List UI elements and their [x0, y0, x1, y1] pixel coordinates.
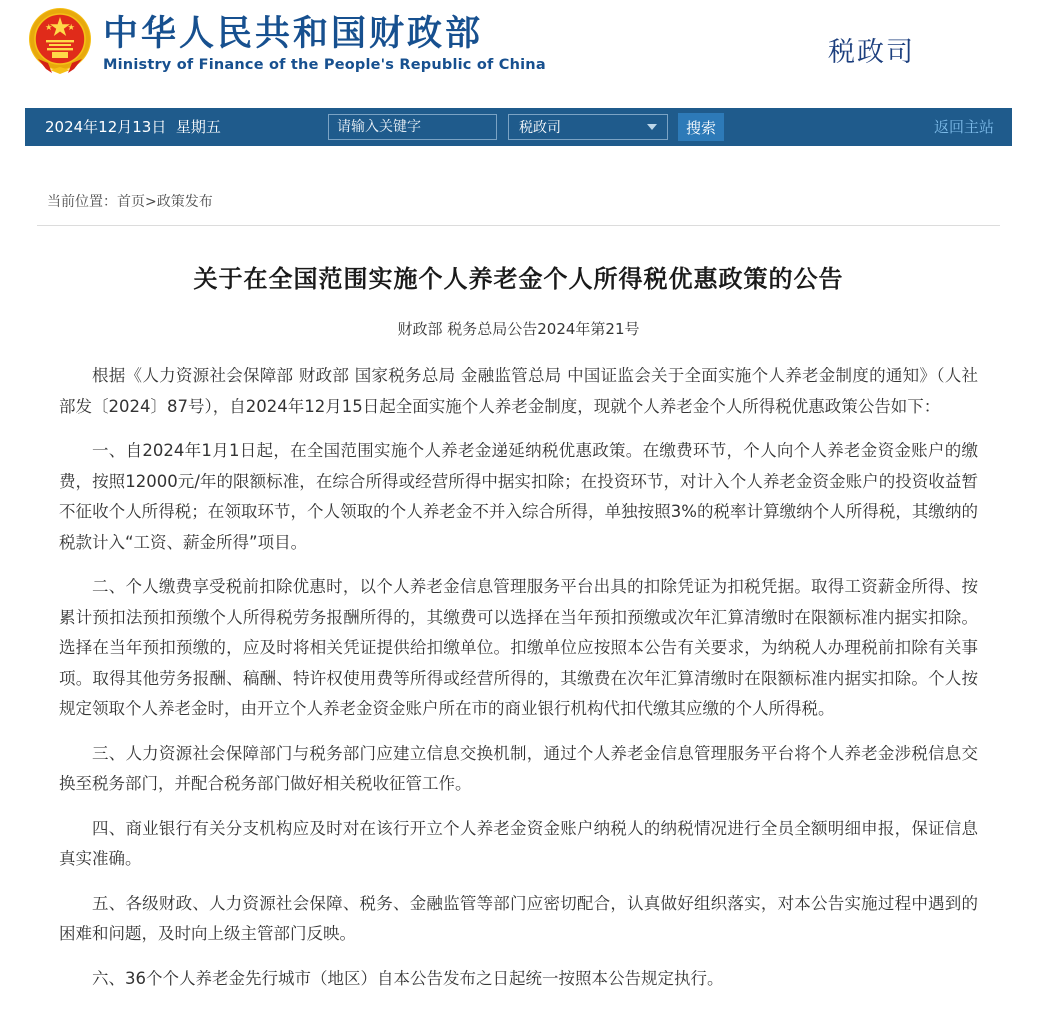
ministry-title-cn: 中华人民共和国财政部	[103, 14, 484, 54]
return-home-link[interactable]: 返回主站	[933, 118, 994, 136]
content-panel	[25, 166, 1012, 1028]
article-body	[59, 361, 978, 994]
site-header	[0, 0, 1037, 108]
breadcrumb-home-link[interactable]: 首页	[117, 194, 145, 210]
ministry-brand	[103, 13, 546, 73]
article-paragraph: 根据《人力资源社会保障部 财政部 国家税务总局 金融监管总局 中国证监会关于全面实施个人养老金制度的通知》（人社部发〔2024〕87号），自2024年12月15日起全面实施个人养老金制度，现就个人养老金个人所得税优惠政策公告如下：	[59, 366, 978, 416]
article-paragraph: 六、36个个人养老金先行城市（地区）自本公告发布之日起统一按照本公告规定执行。	[92, 968, 724, 988]
breadcrumb-section-link[interactable]: 政策发布	[156, 194, 213, 210]
article	[25, 259, 1012, 994]
department-name: 税政司	[828, 37, 915, 68]
document-number: 财政部 税务总局公告2024年第21号	[397, 320, 640, 338]
search-scope-select[interactable]	[508, 114, 668, 140]
breadcrumb	[37, 166, 1000, 226]
ministry-title-en: Ministry of Finance of the People's Republic of China	[103, 57, 546, 73]
current-date: 2024年12月13日 星期五	[45, 118, 221, 136]
chevron-down-icon	[647, 124, 657, 130]
search-scope-value: 税政司	[519, 120, 561, 136]
search-button[interactable]: 搜索	[678, 113, 724, 141]
article-paragraph: 五、各级财政、人力资源社会保障、税务、金融监管等部门应密切配合，认真做好组织落实，对本公告实施过程中遇到的困难和问题，及时向上级主管部门反映。	[59, 893, 978, 943]
article-paragraph: 三、人力资源社会保障部门与税务部门应建立信息交换机制，通过个人养老金信息管理服务平台将个人养老金涉税信息交换至税务部门，并配合税务部门做好相关税收征管工作。	[59, 743, 978, 793]
breadcrumb-label: 当前位置：	[47, 194, 117, 210]
article-title: 关于在全国范围实施个人养老金个人所得税优惠政策的公告	[193, 265, 844, 293]
search-input[interactable]	[328, 114, 497, 140]
national-emblem-icon	[28, 7, 92, 77]
breadcrumb-separator: >	[145, 194, 157, 210]
navbar	[25, 108, 1012, 146]
article-paragraph: 四、商业银行有关分支机构应及时对在该行开立个人养老金资金账户纳税人的纳税情况进行全员全额明细申报，保证信息真实准确。	[59, 818, 978, 868]
article-paragraph: 二、个人缴费享受税前扣除优惠时，以个人养老金信息管理服务平台出具的扣除凭证为扣税凭据。取得工资薪金所得、按累计预扣法预扣预缴个人所得税劳务报酬所得的，其缴费可以选择在当年预扣预缴或次年汇算清缴时在限额标准内据实扣除。选择在当年预扣预缴的，应及时将相关凭证提供给扣缴单位。扣缴单位应按照本公告有关要求，为纳税人办理税前扣除有关事项。取得其他劳务报酬、稿酬、特许权使用费等所得或经营所得的，其缴费在次年汇算清缴时在限额标准内据实扣除。个人按规定领取个人养老金时，由开立个人养老金资金账户所在市的商业银行机构代扣代缴其应缴的个人所得税。	[59, 577, 978, 718]
article-paragraph: 一、自2024年1月1日起，在全国范围实施个人养老金递延纳税优惠政策。在缴费环节，个人向个人养老金资金账户的缴费，按照12000元/年的限额标准，在综合所得或经营所得中据实扣除；在投资环节，对计入个人养老金资金账户的投资收益暂不征收个人所得税；在领取环节，个人领取的个人养老金不并入综合所得，单独按照3%的税率计算缴纳个人所得税，其缴纳的税款计入“工资、薪金所得”项目。	[59, 441, 978, 552]
